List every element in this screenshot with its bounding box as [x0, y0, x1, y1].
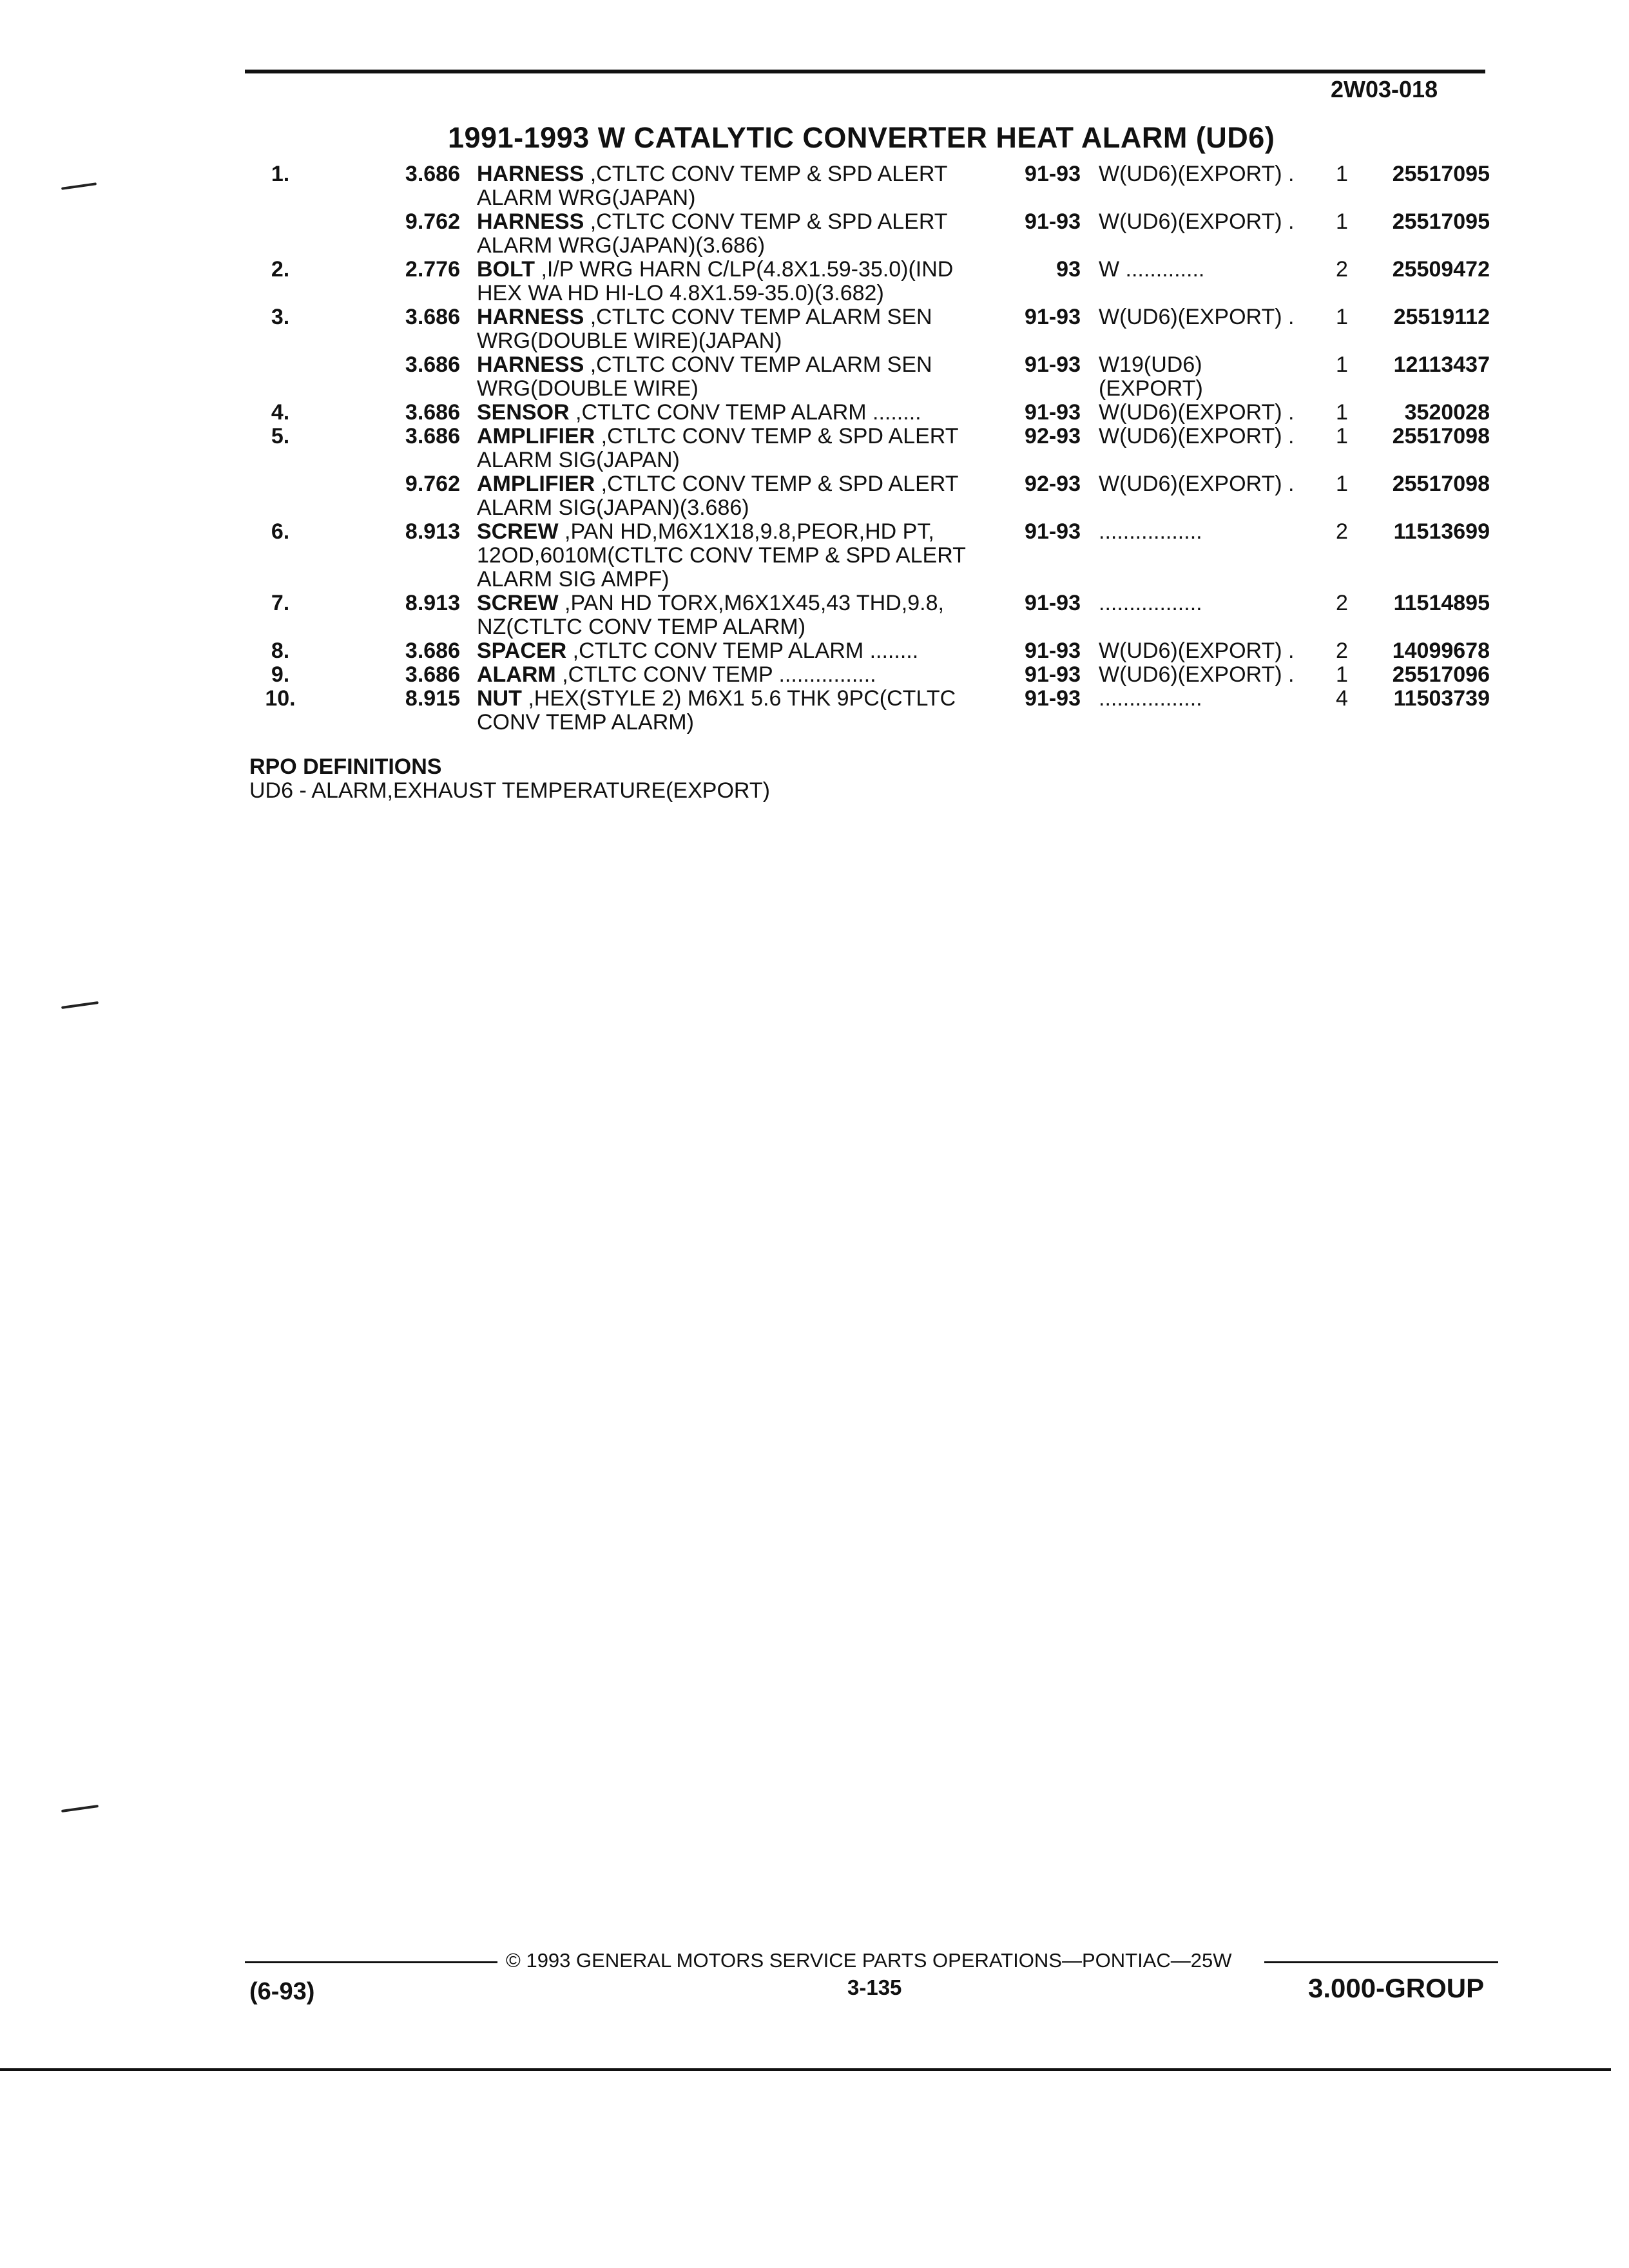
- part-number: 25517096: [1392, 662, 1490, 687]
- part-name: AMPLIFIER: [477, 424, 595, 448]
- part-description: [477, 520, 1012, 591]
- part-row: [245, 353, 1508, 401]
- quantity: 1: [1336, 424, 1348, 448]
- part-description: [477, 663, 1012, 687]
- item-number: [245, 472, 342, 520]
- group-number: 3.686: [405, 352, 460, 377]
- quantity: 1: [1336, 305, 1348, 329]
- item-number: 5.: [271, 424, 290, 448]
- margin-mark: [61, 1805, 99, 1812]
- part-number: 3520028: [1404, 400, 1490, 425]
- quantity: 2: [1336, 591, 1348, 615]
- part-row: [245, 425, 1508, 472]
- item-number: 4.: [271, 400, 290, 425]
- part-description: [477, 210, 1012, 258]
- part-row: [245, 591, 1508, 639]
- part-row: [245, 472, 1508, 520]
- revision-date: (6-93): [249, 1978, 315, 2005]
- part-number: 11514895: [1393, 591, 1490, 615]
- quantity: 1: [1336, 400, 1348, 425]
- part-desc-line2: NZ(CTLTC CONV TEMP ALARM): [477, 615, 806, 639]
- part-number: 25517098: [1392, 424, 1490, 448]
- model-years: 93: [1056, 257, 1081, 282]
- model-years: 91-93: [1025, 591, 1081, 615]
- item-number: 6.: [271, 519, 290, 544]
- part-number: 25509472: [1392, 257, 1490, 282]
- part-row: [245, 401, 1508, 425]
- group-number: 3.686: [405, 662, 460, 687]
- rpo-definition: UD6 - ALARM,EXHAUST TEMPERATURE(EXPORT): [249, 778, 770, 803]
- group-number: 3.686: [405, 424, 460, 448]
- application: W(UD6)(EXPORT) .: [1099, 305, 1295, 329]
- part-desc: ,CTLTC CONV TEMP & SPD ALERT: [595, 424, 959, 448]
- group-number: 8.913: [405, 591, 460, 615]
- margin-mark: [61, 182, 97, 190]
- group-number: 8.913: [405, 519, 460, 544]
- group-number: 9.762: [405, 209, 460, 234]
- part-description: [477, 353, 1012, 401]
- application: W(UD6)(EXPORT) .: [1099, 472, 1295, 496]
- quantity: 2: [1336, 519, 1348, 544]
- application: .................: [1099, 591, 1202, 615]
- part-desc-line2: WRG(DOUBLE WIRE): [477, 376, 699, 401]
- quantity: 1: [1336, 352, 1348, 377]
- group-number: 3.686: [405, 162, 460, 186]
- part-description: [477, 687, 1012, 735]
- part-number: 12113437: [1393, 352, 1490, 377]
- part-desc-line2: ALARM SIG(JAPAN)(3.686): [477, 495, 749, 520]
- model-years: 91-93: [1025, 400, 1081, 425]
- model-years: 92-93: [1025, 472, 1081, 496]
- bottom-rule: [0, 2068, 1611, 2071]
- part-desc: ,CTLTC CONV TEMP ALARM SEN: [584, 352, 932, 377]
- model-years: 91-93: [1025, 686, 1081, 711]
- part-desc: ,I/P WRG HARN C/LP(4.8X1.59-35.0)(IND: [535, 257, 954, 282]
- group-number: 3.686: [405, 305, 460, 329]
- page-number: 3-135: [847, 1975, 902, 1999]
- quantity: 1: [1336, 472, 1348, 496]
- item-number: [245, 210, 342, 258]
- part-row: [245, 162, 1508, 210]
- group-number: 3.686: [405, 400, 460, 425]
- part-number: 25517095: [1392, 162, 1490, 186]
- application: W(UD6)(EXPORT) .: [1099, 162, 1295, 186]
- part-name: HARNESS: [477, 162, 584, 186]
- part-desc: ,PAN HD TORX,M6X1X45,43 THD,9.8,: [558, 591, 944, 615]
- part-name: SCREW: [477, 519, 559, 544]
- part-description: [477, 162, 1012, 210]
- part-name: SENSOR: [477, 400, 570, 425]
- rpo-heading: RPO DEFINITIONS: [249, 754, 442, 779]
- quantity: 4: [1336, 686, 1348, 711]
- application: W .............: [1099, 257, 1205, 282]
- part-name: AMPLIFIER: [477, 472, 595, 496]
- part-desc-line2: WRG(DOUBLE WIRE)(JAPAN): [477, 329, 782, 353]
- model-years: 91-93: [1025, 639, 1081, 663]
- part-number: 25519112: [1393, 305, 1490, 329]
- part-desc: ,CTLTC CONV TEMP & SPD ALERT: [595, 472, 959, 496]
- parts-list: [245, 162, 1508, 735]
- part-desc-line2: ALARM WRG(JAPAN): [477, 186, 696, 210]
- part-name: SPACER: [477, 639, 567, 663]
- quantity: 1: [1336, 662, 1348, 687]
- part-desc-line2: 12OD,6010M(CTLTC CONV TEMP & SPD ALERT: [477, 543, 966, 568]
- part-name: HARNESS: [477, 352, 584, 377]
- application: .................: [1099, 519, 1202, 544]
- part-number: 11503739: [1393, 686, 1490, 711]
- item-number: [245, 353, 342, 401]
- model-years: 91-93: [1025, 162, 1081, 186]
- margin-mark: [61, 1001, 99, 1009]
- part-desc: ,CTLTC CONV TEMP ALARM SEN: [584, 305, 932, 329]
- part-desc-line2: HEX WA HD HI-LO 4.8X1.59-35.0)(3.682): [477, 281, 884, 305]
- footer-rule-right: [1264, 1961, 1498, 1963]
- part-desc: ,PAN HD,M6X1X18,9.8,PEOR,HD PT,: [558, 519, 934, 544]
- model-years: 91-93: [1025, 519, 1081, 544]
- catalog-code: 2W03-018: [1331, 76, 1438, 102]
- part-desc-line2: ALARM WRG(JAPAN)(3.686): [477, 233, 766, 258]
- part-desc-line2: CONV TEMP ALARM): [477, 710, 694, 735]
- part-name: SCREW: [477, 591, 559, 615]
- part-description: [477, 305, 1012, 353]
- item-number: 3.: [271, 305, 290, 329]
- part-number: 14099678: [1392, 639, 1490, 663]
- top-rule: [245, 70, 1485, 73]
- part-description: [477, 591, 1012, 639]
- item-number: 9.: [271, 662, 290, 687]
- footer-rule-left: [245, 1961, 497, 1963]
- application: W(UD6)(EXPORT) .: [1099, 662, 1295, 687]
- part-description: [477, 639, 1012, 663]
- part-desc: ,CTLTC CONV TEMP ................: [555, 662, 876, 687]
- part-row: [245, 210, 1508, 258]
- model-years: 92-93: [1025, 424, 1081, 448]
- part-description: [477, 258, 1012, 305]
- application: W(UD6)(EXPORT) .: [1099, 639, 1295, 663]
- quantity: 1: [1336, 162, 1348, 186]
- part-desc: ,CTLTC CONV TEMP ALARM ........: [566, 639, 919, 663]
- part-name: BOLT: [477, 257, 535, 282]
- quantity: 2: [1336, 257, 1348, 282]
- part-row: [245, 258, 1508, 305]
- part-desc: ,CTLTC CONV TEMP & SPD ALERT: [584, 209, 948, 234]
- part-desc: ,CTLTC CONV TEMP ALARM ........: [569, 400, 921, 425]
- part-description: [477, 401, 1012, 425]
- page-title: 1991-1993 W CATALYTIC CONVERTER HEAT ALARM (UD6): [448, 121, 1275, 154]
- application: [1099, 353, 1321, 401]
- part-name: HARNESS: [477, 209, 584, 234]
- part-name: NUT: [477, 686, 522, 711]
- part-row: [245, 663, 1508, 687]
- application: W(UD6)(EXPORT) .: [1099, 424, 1295, 448]
- quantity: 1: [1336, 209, 1348, 234]
- item-number: 1.: [271, 162, 290, 186]
- part-number: 25517095: [1392, 209, 1490, 234]
- application: .................: [1099, 686, 1202, 711]
- item-number: 2.: [271, 257, 290, 282]
- group-number: 9.762: [405, 472, 460, 496]
- application: W(UD6)(EXPORT) .: [1099, 400, 1295, 425]
- application-line2: (EXPORT): [1099, 376, 1203, 401]
- model-years: 91-93: [1025, 305, 1081, 329]
- part-number: 25517098: [1392, 472, 1490, 496]
- part-desc-line3: ALARM SIG AMPF): [477, 567, 670, 591]
- part-description: [477, 472, 1012, 520]
- item-number: 7.: [271, 591, 290, 615]
- model-years: 91-93: [1025, 209, 1081, 234]
- application: W(UD6)(EXPORT) .: [1099, 209, 1295, 234]
- rpo-definitions: [249, 755, 770, 803]
- item-number: 8.: [271, 639, 290, 663]
- part-row: [245, 520, 1508, 591]
- part-number: 11513699: [1393, 519, 1490, 544]
- part-name: ALARM: [477, 662, 556, 687]
- part-desc-line2: ALARM SIG(JAPAN): [477, 448, 680, 472]
- group-number: 3.686: [405, 639, 460, 663]
- group-number: 2.776: [405, 257, 460, 282]
- part-desc: ,CTLTC CONV TEMP & SPD ALERT: [584, 162, 948, 186]
- group-number: 8.915: [405, 686, 460, 711]
- item-number: 10.: [265, 686, 296, 711]
- quantity: 2: [1336, 639, 1348, 663]
- model-years: 91-93: [1025, 352, 1081, 377]
- part-row: [245, 639, 1508, 663]
- part-name: HARNESS: [477, 305, 584, 329]
- part-row: [245, 687, 1508, 735]
- part-description: [477, 425, 1012, 472]
- copyright-notice: © 1993 GENERAL MOTORS SERVICE PARTS OPERATIONS—PONTIAC—25W: [506, 1949, 1232, 1972]
- part-row: [245, 305, 1508, 353]
- application-line1: W19(UD6): [1099, 352, 1202, 377]
- part-desc: ,HEX(STYLE 2) M6X1 5.6 THK 9PC(CTLTC: [521, 686, 956, 711]
- group-label: 3.000-GROUP: [1308, 1973, 1485, 2003]
- model-years: 91-93: [1025, 662, 1081, 687]
